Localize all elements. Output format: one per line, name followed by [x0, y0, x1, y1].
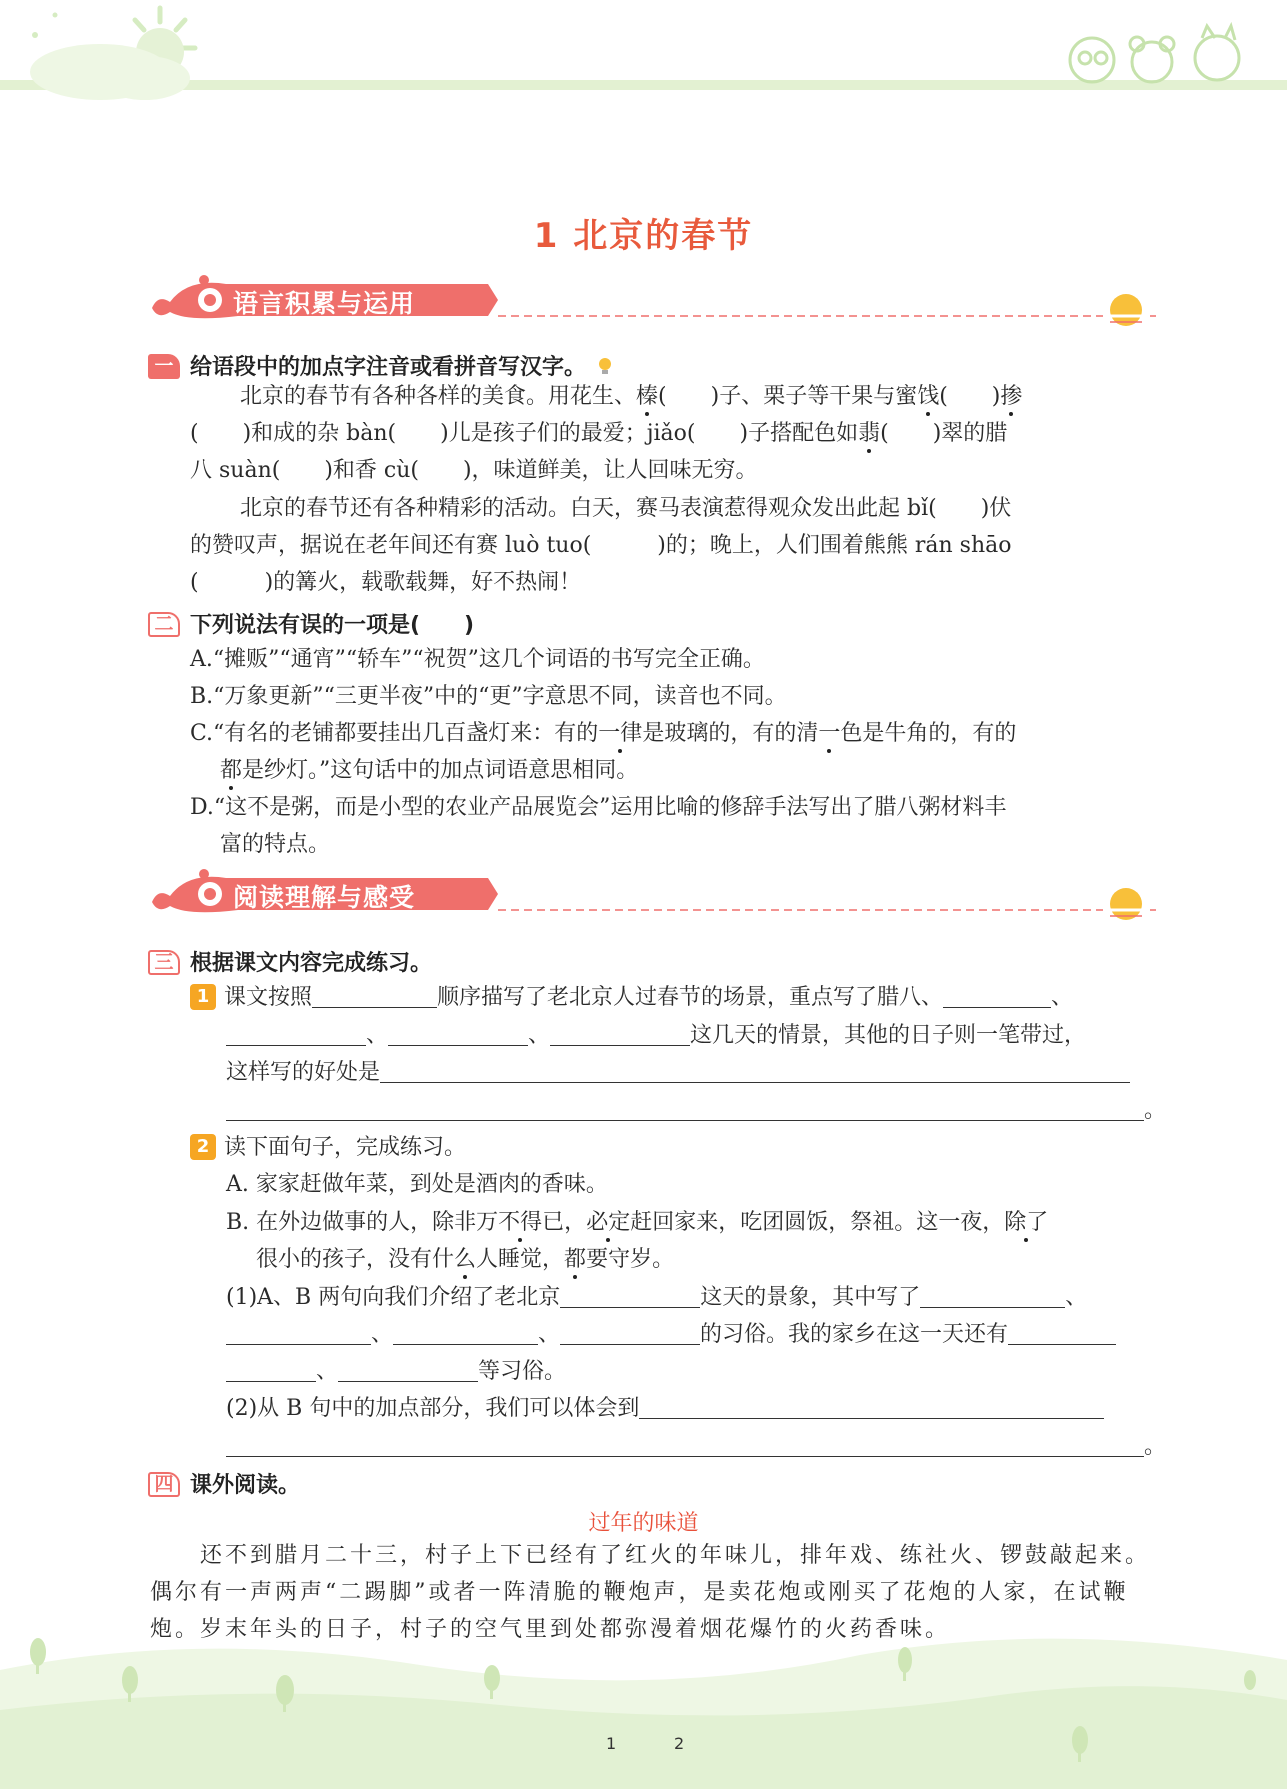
answer-blank[interactable]	[1008, 1322, 1116, 1345]
section-label: 阅读理解与感受	[233, 883, 416, 912]
answer-blank[interactable]	[388, 1023, 528, 1046]
answer-blank[interactable]	[639, 1396, 1104, 1419]
section-banner-2	[148, 864, 1160, 924]
sub-question-1-cont: 这样写的好处是	[226, 1058, 1130, 1088]
dotted-word: 都	[220, 758, 243, 783]
text-line: 的赞叹声，据说在老年间还有赛 luò tuo( )的；晚上，人们围着熊熊 rán shāo	[190, 533, 1012, 558]
lightbulb-icon	[594, 355, 616, 377]
option-c-cont: 都是纱灯。”这句话中的加点词语意思相同。	[220, 758, 639, 783]
dotted-char: 榛	[636, 384, 659, 409]
animals-decoration	[1057, 20, 1257, 90]
question-part-2-cont: 。	[226, 1432, 1166, 1462]
option-d-cont: 富的特点。	[220, 832, 331, 857]
dotted-word: 除了	[1004, 1210, 1049, 1235]
option-b: B.“万象更新”“三更半夜”中的“更”字意思不同，读音也不同。	[190, 684, 787, 709]
sub-question-1-cont: 、 、 这几天的情景，其他的日子则一笔带过，	[226, 1021, 1086, 1051]
sub-question-2: 2 读下面句子，完成练习。	[190, 1133, 466, 1163]
option-c: C.“有名的老铺都要挂出几百盏灯来：有的一律是玻璃的，有的清一色是牛角的，有的	[190, 721, 1017, 746]
question-prompt: 课外阅读。	[190, 1473, 301, 1498]
sentence-b-cont: 很小的孩子，没有什么人睡觉，都要守岁。	[256, 1247, 675, 1272]
option-a: A.“摊贩”“通宵”“轿车”“祝贺”这几个词语的书写完全正确。	[190, 647, 765, 672]
question-number: 三	[148, 950, 180, 975]
dotted-word: 万不得已	[476, 1210, 565, 1235]
page-title: 1 北京的春节	[533, 216, 754, 256]
reading-paragraph: 偶尔有一声两声“二踢脚”或者一阵清脆的鞭炮声，是卖花炮或刚买了花炮的人家，在试鞭	[150, 1580, 1129, 1605]
page-number-right: 2	[674, 1734, 685, 1753]
answer-blank[interactable]	[393, 1322, 538, 1345]
question-part-1-cont: 、 等习俗。	[226, 1357, 566, 1387]
reading-title: 过年的味道	[588, 1511, 699, 1536]
page-number-left: 1	[606, 1734, 617, 1753]
hills-decoration	[0, 1610, 1287, 1789]
question-part-2: (2)从 B 句中的加点部分，我们可以体会到	[226, 1394, 1104, 1424]
text-line: ( )的篝火，载歌载舞，好不热闹！	[190, 570, 582, 595]
answer-blank[interactable]	[226, 1322, 371, 1345]
reading-paragraph: 还不到腊月二十三，村子上下已经有了红火的年味儿，排年戏、练社火、锣鼓敲起来。	[200, 1543, 1151, 1568]
question-2-header	[148, 608, 474, 638]
question-1-header	[148, 350, 616, 380]
sentence-a: A. 家家赶做年菜，到处是酒肉的香味。	[226, 1172, 608, 1197]
text-line: ( )和成的杂 bàn( )儿是孩子们的最爱；jiǎo( )子搭配色如翡( )翠的腊	[190, 421, 1008, 446]
dotted-word: 清一色	[796, 721, 863, 746]
answer-blank[interactable]	[560, 1285, 700, 1308]
option-d: D.“这不是粥，而是小型的农业产品展览会”运用比喻的修辞手法写出了腊八粥材料丰	[190, 795, 1007, 820]
section-banner-1	[148, 270, 1160, 330]
dotted-word: 没有什么人睡觉	[388, 1247, 543, 1272]
question-prompt: 下列说法有误的一项是( )	[190, 613, 475, 638]
question-number: 四	[148, 1472, 180, 1497]
text-line: 八 suàn( )和香 cù( )，味道鲜美，让人回味无穷。	[190, 458, 758, 483]
dotted-word: 一律	[598, 721, 643, 746]
answer-blank[interactable]	[226, 1098, 1144, 1121]
answer-blank[interactable]	[226, 1023, 366, 1046]
question-4-header	[148, 1468, 300, 1498]
answer-blank[interactable]	[550, 1023, 690, 1046]
sub-question-1: 1 课文按照 顺序描写了老北京人过春节的场景，重点写了腊八、 、	[190, 983, 1073, 1013]
dotted-char: 翡	[858, 421, 881, 446]
answer-blank[interactable]	[943, 985, 1051, 1008]
question-number: 一	[148, 354, 180, 379]
question-part-1: (1)A、B 两句向我们介绍了老北京 这天的景象，其中写了 、	[226, 1285, 1088, 1310]
answer-blank[interactable]	[920, 1285, 1065, 1308]
answer-blank[interactable]	[560, 1322, 700, 1345]
dotted-word: 必定	[586, 1210, 631, 1235]
sun-cloud-decoration	[10, 0, 210, 110]
question-prompt: 根据课文内容完成练习。	[190, 951, 433, 976]
answer-blank[interactable]	[338, 1359, 478, 1382]
dotted-char: 饯	[917, 384, 940, 409]
sub-number: 1	[190, 984, 216, 1010]
question-3-header	[148, 946, 432, 976]
answer-blank[interactable]	[312, 985, 437, 1008]
sub-number: 2	[190, 1134, 216, 1160]
answer-blank[interactable]	[380, 1060, 1130, 1083]
dotted-char: 掺	[1000, 384, 1023, 409]
answer-blank[interactable]	[226, 1434, 1144, 1457]
section-label: 语言积累与运用	[233, 289, 416, 318]
question-prompt: 给语段中的加点字注音或看拼音写汉字。	[190, 355, 587, 380]
dotted-word: 都	[564, 1247, 587, 1272]
reading-paragraph: 炮。岁末年头的日子，村子的空气里到处都弥漫着烟花爆竹的火药香味。	[150, 1617, 951, 1642]
question-number: 二	[148, 612, 180, 637]
question-part-1-cont: 、 、 的习俗。我的家乡在这一天还有	[226, 1320, 1116, 1350]
sub-question-1-cont: 。	[226, 1096, 1166, 1126]
text-line: 北京的春节有各种各样的美食。用花生、榛( )子、栗子等干果与蜜饯( )掺	[240, 384, 1023, 409]
text-line: 北京的春节还有各种精彩的活动。白天，赛马表演惹得观众发出此起 bǐ( )伏	[240, 496, 1012, 521]
answer-blank[interactable]	[226, 1359, 316, 1382]
sentence-b: B. 在外边做事的人，除非万不得已，必定赶回家来，吃团圆饭，祭祖。这一夜，除了	[226, 1210, 1049, 1235]
